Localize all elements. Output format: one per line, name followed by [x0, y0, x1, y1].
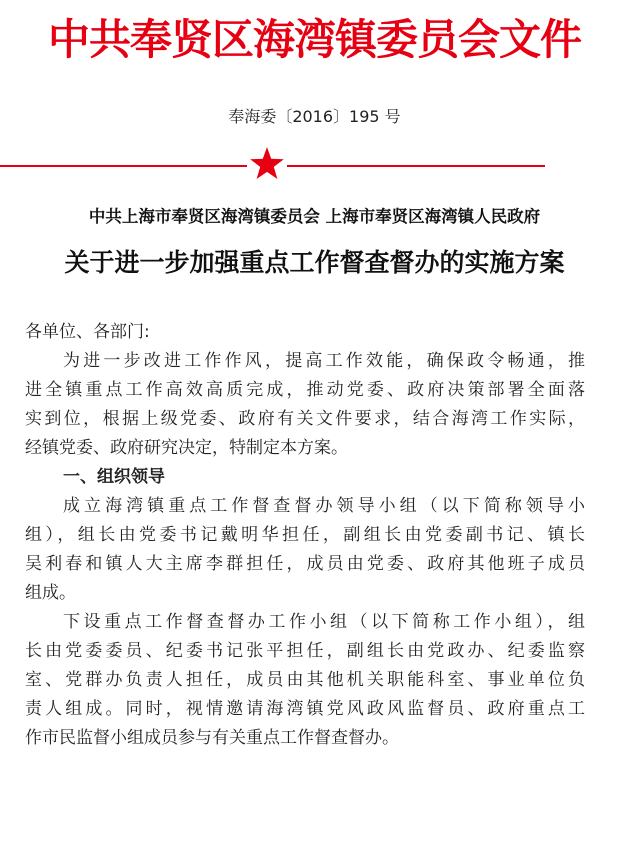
paragraph-line: 为进一步改进工作作风，提高工作效能，确保政令畅通，推: [63, 351, 585, 371]
document-title: 关于进一步加强重点工作督查督办的实施方案: [64, 248, 565, 277]
red-rule-right: [287, 165, 545, 167]
paragraph-line: 经镇党委、政府研究决定，特制定本方案。: [25, 438, 348, 458]
paragraph-line: 进全镇重点工作高效高质完成，推动党委、政府决策部署全面落: [25, 380, 585, 400]
salutation: 各单位、各部门:: [25, 322, 150, 342]
masthead-title: 中共奉贤区海湾镇委员会文件: [47, 15, 581, 64]
paragraph-line: 责人组成。同时，视情邀请海湾镇党风政风监督员、政府重点工: [25, 699, 585, 719]
issuing-bodies: 中共上海市奉贤区海湾镇委员会 上海市奉贤区海湾镇人民政府: [88, 207, 541, 226]
document-number: 奉海委〔2016〕195 号: [228, 107, 401, 126]
paragraph-line: 组），组长由党委书记戴明华担任，副组长由党委副书记、镇长: [25, 525, 585, 545]
paragraph-line: 下设重点工作督查督办工作小组（以下简称工作小组），组: [63, 612, 585, 632]
paragraph-line: 实到位，根据上级党委、政府有关文件要求，结合海湾工作实际，: [25, 409, 585, 429]
red-star-icon: [249, 146, 285, 182]
paragraph-line: 长由党委委员、纪委书记张平担任，副组长由党政办、纪委监察: [25, 641, 585, 661]
section-heading: 一、组织领导: [63, 467, 165, 487]
document-body: [25, 318, 585, 753]
paragraph-line: 组成。: [25, 583, 76, 603]
paragraph-line: 室、党群办负责人担任，成员由其他机关职能科室、事业单位负: [25, 670, 585, 690]
paragraph-line: 吴利春和镇人大主席李群担任，成员由党委、政府其他班子成员: [25, 554, 585, 574]
red-rule-left: [0, 165, 247, 167]
paragraph-line: 作市民监督小组成员参与有关重点工作督查督办。: [25, 728, 399, 748]
paragraph-line: 成立海湾镇重点工作督查督办领导小组（以下简称领导小: [63, 496, 585, 516]
